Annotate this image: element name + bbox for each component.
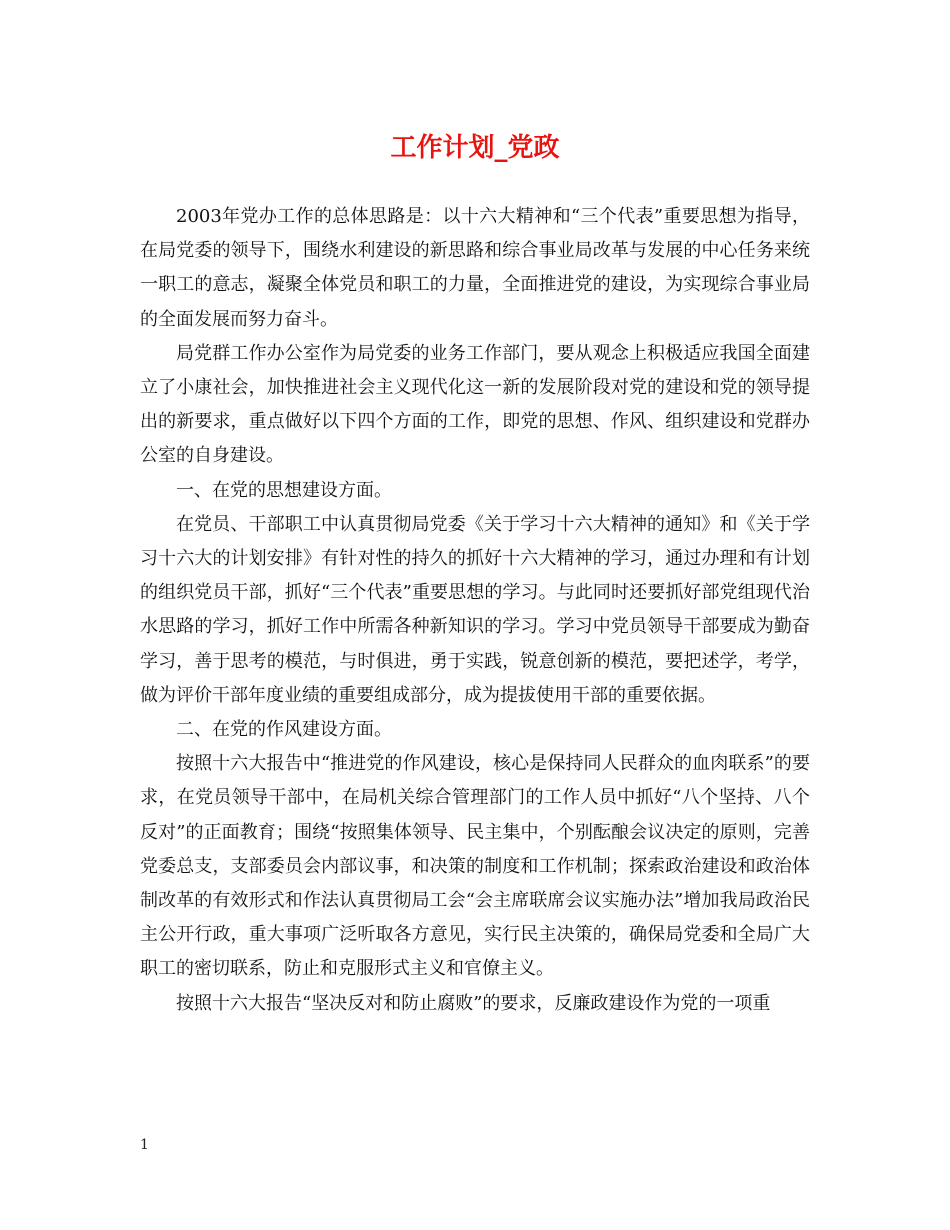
document-title: 工作计划_党政	[390, 133, 560, 163]
paragraph-work-style: 按照十六大报告中“推进党的作风建设，核心是保持同人民群众的血肉联系”的要求，在党员领导干部中，在局机关综合管理部门的工作人员中抓好“八个坚持、八个反对”的正面教育；围绕“按照集体领导、民主集中，个别酝酿会议决定的原则，完善党委总支，支部委员会内部议事，和决策的制度和工作机制；探索政治建设和政治体制改革的有效形式和作法认真贯彻局工会“会主席联席会议实施办法”增加我局政治民主公开行政，重大事项广泛听取各方意见，实行民主决策的，确保局党委和全局广大职工的密切联系，防止和克服形式主义和官僚主义。	[140, 753, 810, 980]
section-heading-work-style: 二、在党的作风建设方面。	[176, 719, 392, 741]
section-heading-ideology: 一、在党的思想建设方面。	[176, 479, 392, 501]
document-body	[140, 200, 810, 1021]
paragraph-anti-corruption: 按照十六大报告“坚决反对和防止腐败”的要求，反廉政建设作为党的一项重	[176, 992, 771, 1014]
paragraph-office-role: 局党群工作办公室作为局党委的业务工作部门，要从观念上积极适应我国全面建立了小康社会，加快推进社会主义现代化这一新的发展阶段对党的建设和党的领导提出的新要求，重点做好以下四个方面的工作，即党的思想、作风、组织建设和党群办公室的自身建设。	[140, 342, 810, 467]
paragraph-overall-approach: 2003年党办工作的总体思路是：以十六大精神和“三个代表”重要思想为指导，在局党委的领导下，围绕水利建设的新思路和综合事业局改革与发展的中心任务来统一职工的意志，凝聚全体党员和职工的力量，全面推进党的建设，为实现综合事业局的全面发展而努力奋斗。	[140, 206, 810, 330]
page-number: 1	[140, 1137, 149, 1153]
paragraph-ideology: 在党员、干部职工中认真贯彻局党委《关于学习十六大精神的通知》和《关于学习十六大的计划安排》有针对性的持久的抓好十六大精神的学习，通过办理和有计划的组织党员干部，抓好“三个代表”重要思想的学习。与此同时还要抓好部党组现代治水思路的学习，抓好工作中所需各种新知识的学习。学习中党员领导干部要成为勤奋学习，善于思考的模范，与时俱进，勇于实践，锐意创新的模范，要把述学，考学，做为评价干部年度业绩的重要组成部分，成为提拔使用干部的重要依据。	[140, 513, 810, 706]
